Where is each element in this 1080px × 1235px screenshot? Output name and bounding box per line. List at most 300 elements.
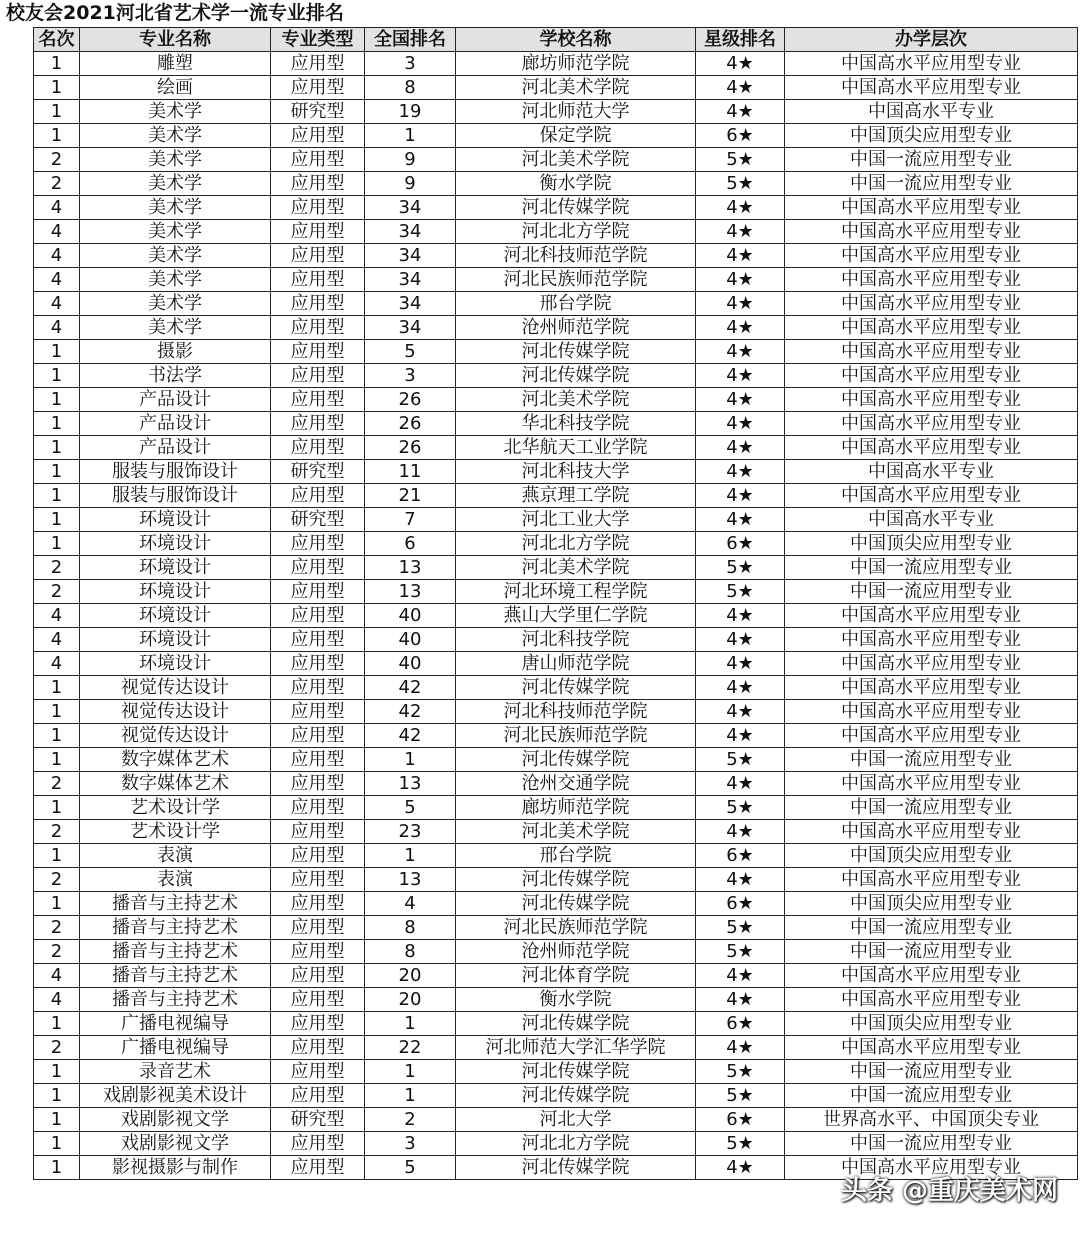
school-cell: 沧州师范学院 (456, 940, 696, 964)
star-header: 星级排名 (696, 28, 785, 52)
level-cell: 中国高水平专业 (785, 460, 1078, 484)
star-cell: 4★ (696, 1036, 785, 1060)
table-row (34, 748, 1078, 772)
rank-cell: 4 (34, 244, 80, 268)
school-cell: 河北民族师范学院 (456, 268, 696, 292)
type-cell: 应用型 (271, 1036, 365, 1060)
school-cell: 沧州交通学院 (456, 772, 696, 796)
rank-cell: 1 (34, 124, 80, 148)
type-cell: 应用型 (271, 628, 365, 652)
type-cell: 应用型 (271, 868, 365, 892)
major-cell: 美术学 (80, 172, 271, 196)
type-cell: 应用型 (271, 172, 365, 196)
level-cell: 中国顶尖应用型专业 (785, 532, 1078, 556)
star-cell: 6★ (696, 844, 785, 868)
rank-cell: 2 (34, 940, 80, 964)
school-cell: 保定学院 (456, 124, 696, 148)
rank-cell: 2 (34, 556, 80, 580)
level-cell: 中国一流应用型专业 (785, 748, 1078, 772)
rank-cell: 2 (34, 868, 80, 892)
table-row (34, 244, 1078, 268)
type-cell: 应用型 (271, 364, 365, 388)
type-cell: 应用型 (271, 988, 365, 1012)
rank-cell: 4 (34, 964, 80, 988)
level-cell: 中国高水平应用型专业 (785, 724, 1078, 748)
table-row (34, 772, 1078, 796)
national-rank-cell: 5 (365, 796, 456, 820)
level-cell: 中国高水平专业 (785, 508, 1078, 532)
national-rank-cell: 8 (365, 76, 456, 100)
type-cell: 应用型 (271, 916, 365, 940)
major-cell: 美术学 (80, 268, 271, 292)
school-cell: 河北传媒学院 (456, 892, 696, 916)
level-cell: 中国顶尖应用型专业 (785, 892, 1078, 916)
school-cell: 唐山师范学院 (456, 652, 696, 676)
major-cell: 广播电视编导 (80, 1036, 271, 1060)
school-cell: 廊坊师范学院 (456, 52, 696, 76)
table-row (34, 604, 1078, 628)
school-cell: 河北北方学院 (456, 1132, 696, 1156)
school-cell: 河北传媒学院 (456, 1060, 696, 1084)
school-cell: 燕京理工学院 (456, 484, 696, 508)
star-cell: 4★ (696, 484, 785, 508)
page-title: 校友会2021河北省艺术学一流专业排名 (6, 2, 344, 24)
national-rank-cell: 9 (365, 172, 456, 196)
major-cell: 播音与主持艺术 (80, 916, 271, 940)
table-row (34, 868, 1078, 892)
star-cell: 4★ (696, 964, 785, 988)
star-cell: 5★ (696, 748, 785, 772)
rank-cell: 1 (34, 1060, 80, 1084)
type-cell: 应用型 (271, 820, 365, 844)
type-cell: 应用型 (271, 412, 365, 436)
star-cell: 4★ (696, 460, 785, 484)
rank-cell: 1 (34, 1132, 80, 1156)
major-cell: 戏剧影视美术设计 (80, 1084, 271, 1108)
school-cell: 河北传媒学院 (456, 868, 696, 892)
major-cell: 环境设计 (80, 604, 271, 628)
star-cell: 5★ (696, 148, 785, 172)
major-cell: 戏剧影视文学 (80, 1132, 271, 1156)
rank-cell: 1 (34, 484, 80, 508)
type-cell: 应用型 (271, 1156, 365, 1180)
major-cell: 服装与服饰设计 (80, 460, 271, 484)
table-row (34, 1132, 1078, 1156)
major-cell: 美术学 (80, 196, 271, 220)
table-row (34, 532, 1078, 556)
major-cell: 摄影 (80, 340, 271, 364)
table-row (34, 316, 1078, 340)
star-cell: 4★ (696, 292, 785, 316)
star-cell: 5★ (696, 556, 785, 580)
school-cell: 邢台学院 (456, 844, 696, 868)
major-cell: 播音与主持艺术 (80, 964, 271, 988)
rank-cell: 4 (34, 988, 80, 1012)
major-cell: 环境设计 (80, 652, 271, 676)
level-cell: 中国高水平应用型专业 (785, 196, 1078, 220)
national-rank-cell: 3 (365, 1132, 456, 1156)
major-cell: 服装与服饰设计 (80, 484, 271, 508)
school-cell: 河北传媒学院 (456, 364, 696, 388)
school-cell: 河北传媒学院 (456, 1084, 696, 1108)
rank-cell: 1 (34, 508, 80, 532)
rank-cell: 4 (34, 196, 80, 220)
national-rank-cell: 34 (365, 316, 456, 340)
rank-cell: 4 (34, 268, 80, 292)
star-cell: 6★ (696, 892, 785, 916)
star-cell: 4★ (696, 988, 785, 1012)
national-rank-cell: 11 (365, 460, 456, 484)
rank-cell: 1 (34, 460, 80, 484)
table-row (34, 508, 1078, 532)
school-header: 学校名称 (456, 28, 696, 52)
level-cell: 中国高水平应用型专业 (785, 1156, 1078, 1180)
major-header: 专业名称 (80, 28, 271, 52)
star-cell: 4★ (696, 76, 785, 100)
major-cell: 美术学 (80, 292, 271, 316)
level-cell: 中国顶尖应用型专业 (785, 124, 1078, 148)
table-row (34, 1012, 1078, 1036)
national-rank-cell: 1 (365, 748, 456, 772)
major-cell: 环境设计 (80, 580, 271, 604)
level-cell: 中国顶尖应用型专业 (785, 844, 1078, 868)
major-cell: 美术学 (80, 124, 271, 148)
table-row (34, 100, 1078, 124)
watermark: 头条 @重庆美术网 (840, 1176, 1058, 1206)
star-cell: 4★ (696, 412, 785, 436)
school-cell: 衡水学院 (456, 988, 696, 1012)
level-cell: 中国一流应用型专业 (785, 940, 1078, 964)
level-cell: 中国一流应用型专业 (785, 1084, 1078, 1108)
level-cell: 中国高水平应用型专业 (785, 436, 1078, 460)
table-row (34, 988, 1078, 1012)
table-row (34, 268, 1078, 292)
major-cell: 美术学 (80, 148, 271, 172)
rank-cell: 4 (34, 316, 80, 340)
table-row (34, 172, 1078, 196)
level-cell: 中国高水平应用型专业 (785, 484, 1078, 508)
star-cell: 5★ (696, 172, 785, 196)
star-cell: 4★ (696, 196, 785, 220)
type-cell: 应用型 (271, 772, 365, 796)
table-row (34, 52, 1078, 76)
type-cell: 应用型 (271, 1084, 365, 1108)
table-row (34, 484, 1078, 508)
level-cell: 中国高水平专业 (785, 100, 1078, 124)
level-cell: 中国一流应用型专业 (785, 580, 1078, 604)
table-row (34, 964, 1078, 988)
rank-cell: 1 (34, 1156, 80, 1180)
national-rank-cell: 42 (365, 724, 456, 748)
level-cell: 中国高水平应用型专业 (785, 628, 1078, 652)
rank-cell: 2 (34, 772, 80, 796)
level-cell: 世界高水平、中国顶尖专业 (785, 1108, 1078, 1132)
national-rank-cell: 13 (365, 868, 456, 892)
school-cell: 邢台学院 (456, 292, 696, 316)
national-rank-cell: 23 (365, 820, 456, 844)
star-cell: 6★ (696, 1108, 785, 1132)
type-header: 专业类型 (271, 28, 365, 52)
school-cell: 河北科技学院 (456, 628, 696, 652)
table-header-row (34, 28, 1078, 52)
type-cell: 应用型 (271, 436, 365, 460)
national-rank-cell: 34 (365, 244, 456, 268)
rank-cell: 1 (34, 748, 80, 772)
school-cell: 河北科技大学 (456, 460, 696, 484)
star-cell: 6★ (696, 1012, 785, 1036)
type-cell: 应用型 (271, 796, 365, 820)
level-cell: 中国一流应用型专业 (785, 796, 1078, 820)
school-cell: 河北传媒学院 (456, 676, 696, 700)
national-rank-cell: 8 (365, 916, 456, 940)
national-rank-cell: 20 (365, 964, 456, 988)
school-cell: 河北科技师范学院 (456, 700, 696, 724)
school-cell: 河北体育学院 (456, 964, 696, 988)
major-cell: 绘画 (80, 76, 271, 100)
type-cell: 研究型 (271, 100, 365, 124)
table-row (34, 436, 1078, 460)
level-cell: 中国高水平应用型专业 (785, 268, 1078, 292)
school-cell: 河北民族师范学院 (456, 916, 696, 940)
national-rank-cell: 26 (365, 388, 456, 412)
national-rank-cell: 22 (365, 1036, 456, 1060)
major-cell: 影视摄影与制作 (80, 1156, 271, 1180)
table-row (34, 796, 1078, 820)
star-cell: 4★ (696, 220, 785, 244)
national-rank-cell: 2 (365, 1108, 456, 1132)
school-cell: 燕山大学里仁学院 (456, 604, 696, 628)
national-rank-cell: 1 (365, 124, 456, 148)
major-cell: 环境设计 (80, 532, 271, 556)
table-row (34, 124, 1078, 148)
level-cell: 中国高水平应用型专业 (785, 388, 1078, 412)
rank-cell: 1 (34, 532, 80, 556)
star-cell: 5★ (696, 940, 785, 964)
national-rank-cell: 5 (365, 1156, 456, 1180)
school-cell: 衡水学院 (456, 172, 696, 196)
star-cell: 4★ (696, 268, 785, 292)
star-cell: 4★ (696, 772, 785, 796)
school-cell: 廊坊师范学院 (456, 796, 696, 820)
school-cell: 河北北方学院 (456, 220, 696, 244)
school-cell: 河北北方学院 (456, 532, 696, 556)
table-body (34, 52, 1078, 1180)
rank-header: 名次 (34, 28, 80, 52)
table-row (34, 916, 1078, 940)
major-cell: 美术学 (80, 316, 271, 340)
type-cell: 应用型 (271, 124, 365, 148)
table-row (34, 364, 1078, 388)
rank-cell: 2 (34, 172, 80, 196)
rank-cell: 1 (34, 340, 80, 364)
rank-cell: 1 (34, 1012, 80, 1036)
major-cell: 艺术设计学 (80, 796, 271, 820)
major-cell: 数字媒体艺术 (80, 748, 271, 772)
star-cell: 4★ (696, 388, 785, 412)
rank-cell: 1 (34, 100, 80, 124)
table-row (34, 340, 1078, 364)
star-cell: 4★ (696, 700, 785, 724)
level-cell: 中国高水平应用型专业 (785, 364, 1078, 388)
star-cell: 4★ (696, 724, 785, 748)
level-cell: 中国一流应用型专业 (785, 148, 1078, 172)
type-cell: 应用型 (271, 484, 365, 508)
major-cell: 数字媒体艺术 (80, 772, 271, 796)
school-cell: 河北环境工程学院 (456, 580, 696, 604)
national-rank-cell: 19 (365, 100, 456, 124)
table-row (34, 628, 1078, 652)
major-cell: 视觉传达设计 (80, 724, 271, 748)
national-rank-cell: 40 (365, 652, 456, 676)
type-cell: 应用型 (271, 148, 365, 172)
table-row (34, 1108, 1078, 1132)
type-cell: 应用型 (271, 1132, 365, 1156)
type-cell: 应用型 (271, 1012, 365, 1036)
level-cell: 中国高水平应用型专业 (785, 340, 1078, 364)
rank-cell: 1 (34, 1084, 80, 1108)
rank-cell: 1 (34, 724, 80, 748)
school-cell: 河北美术学院 (456, 820, 696, 844)
type-cell: 应用型 (271, 676, 365, 700)
national-rank-cell: 13 (365, 580, 456, 604)
level-cell: 中国高水平应用型专业 (785, 700, 1078, 724)
school-cell: 河北传媒学院 (456, 748, 696, 772)
level-cell: 中国高水平应用型专业 (785, 820, 1078, 844)
national-rank-cell: 34 (365, 196, 456, 220)
level-cell: 中国高水平应用型专业 (785, 964, 1078, 988)
type-cell: 应用型 (271, 340, 365, 364)
national-rank-cell: 5 (365, 340, 456, 364)
level-cell: 中国一流应用型专业 (785, 172, 1078, 196)
star-cell: 4★ (696, 820, 785, 844)
table-row (34, 580, 1078, 604)
type-cell: 应用型 (271, 76, 365, 100)
level-cell: 中国高水平应用型专业 (785, 292, 1078, 316)
table-row (34, 844, 1078, 868)
type-cell: 应用型 (271, 724, 365, 748)
major-cell: 产品设计 (80, 436, 271, 460)
table-row (34, 892, 1078, 916)
school-cell: 沧州师范学院 (456, 316, 696, 340)
school-cell: 河北传媒学院 (456, 340, 696, 364)
major-cell: 美术学 (80, 100, 271, 124)
major-cell: 录音艺术 (80, 1060, 271, 1084)
table-row (34, 676, 1078, 700)
type-cell: 应用型 (271, 892, 365, 916)
school-cell: 河北师范大学 (456, 100, 696, 124)
national-rank-cell: 34 (365, 268, 456, 292)
star-cell: 4★ (696, 100, 785, 124)
level-cell: 中国高水平应用型专业 (785, 220, 1078, 244)
ranking-table (33, 27, 1078, 1180)
rank-cell: 1 (34, 676, 80, 700)
star-cell: 5★ (696, 1084, 785, 1108)
national-rank-cell: 20 (365, 988, 456, 1012)
major-cell: 美术学 (80, 220, 271, 244)
school-cell: 河北师范大学汇华学院 (456, 1036, 696, 1060)
rank-cell: 4 (34, 220, 80, 244)
table-row (34, 148, 1078, 172)
type-cell: 应用型 (271, 964, 365, 988)
star-cell: 4★ (696, 436, 785, 460)
table-row (34, 1084, 1078, 1108)
rank-cell: 1 (34, 364, 80, 388)
type-cell: 研究型 (271, 460, 365, 484)
star-cell: 6★ (696, 124, 785, 148)
table-row (34, 556, 1078, 580)
major-cell: 播音与主持艺术 (80, 940, 271, 964)
rank-cell: 4 (34, 604, 80, 628)
national-rank-cell: 13 (365, 556, 456, 580)
rank-cell: 2 (34, 148, 80, 172)
school-cell: 河北工业大学 (456, 508, 696, 532)
type-cell: 应用型 (271, 1060, 365, 1084)
type-cell: 研究型 (271, 508, 365, 532)
level-cell: 中国高水平应用型专业 (785, 604, 1078, 628)
national-rank-cell: 26 (365, 436, 456, 460)
table-row (34, 724, 1078, 748)
level-cell: 中国高水平应用型专业 (785, 772, 1078, 796)
major-cell: 播音与主持艺术 (80, 988, 271, 1012)
rank-cell: 2 (34, 916, 80, 940)
type-cell: 应用型 (271, 196, 365, 220)
star-cell: 5★ (696, 916, 785, 940)
school-cell: 河北美术学院 (456, 148, 696, 172)
rank-cell: 1 (34, 52, 80, 76)
school-cell: 河北美术学院 (456, 556, 696, 580)
star-cell: 4★ (696, 676, 785, 700)
major-cell: 表演 (80, 868, 271, 892)
school-cell: 河北传媒学院 (456, 1012, 696, 1036)
table-row (34, 652, 1078, 676)
rank-cell: 2 (34, 1036, 80, 1060)
school-cell: 华北科技学院 (456, 412, 696, 436)
star-cell: 5★ (696, 580, 785, 604)
level-cell: 中国一流应用型专业 (785, 1060, 1078, 1084)
school-cell: 河北传媒学院 (456, 1156, 696, 1180)
rank-cell: 1 (34, 700, 80, 724)
level-cell: 中国高水平应用型专业 (785, 76, 1078, 100)
national-rank-cell: 1 (365, 844, 456, 868)
type-cell: 应用型 (271, 580, 365, 604)
national-rank-cell: 1 (365, 1060, 456, 1084)
type-cell: 应用型 (271, 940, 365, 964)
level-cell: 中国高水平应用型专业 (785, 868, 1078, 892)
national-rank-cell: 6 (365, 532, 456, 556)
national-rank-cell: 42 (365, 700, 456, 724)
major-cell: 美术学 (80, 244, 271, 268)
table-row (34, 196, 1078, 220)
table-row (34, 820, 1078, 844)
rank-cell: 1 (34, 388, 80, 412)
rank-cell: 2 (34, 820, 80, 844)
star-cell: 4★ (696, 508, 785, 532)
major-cell: 环境设计 (80, 628, 271, 652)
table-row (34, 1036, 1078, 1060)
table-row (34, 76, 1078, 100)
rank-cell: 4 (34, 652, 80, 676)
national-rank-cell: 7 (365, 508, 456, 532)
level-cell: 中国一流应用型专业 (785, 916, 1078, 940)
rank-cell: 1 (34, 1108, 80, 1132)
star-cell: 5★ (696, 1132, 785, 1156)
major-cell: 环境设计 (80, 556, 271, 580)
table-row (34, 940, 1078, 964)
star-cell: 4★ (696, 628, 785, 652)
school-cell: 河北传媒学院 (456, 196, 696, 220)
school-cell: 河北美术学院 (456, 388, 696, 412)
level-cell: 中国高水平应用型专业 (785, 988, 1078, 1012)
